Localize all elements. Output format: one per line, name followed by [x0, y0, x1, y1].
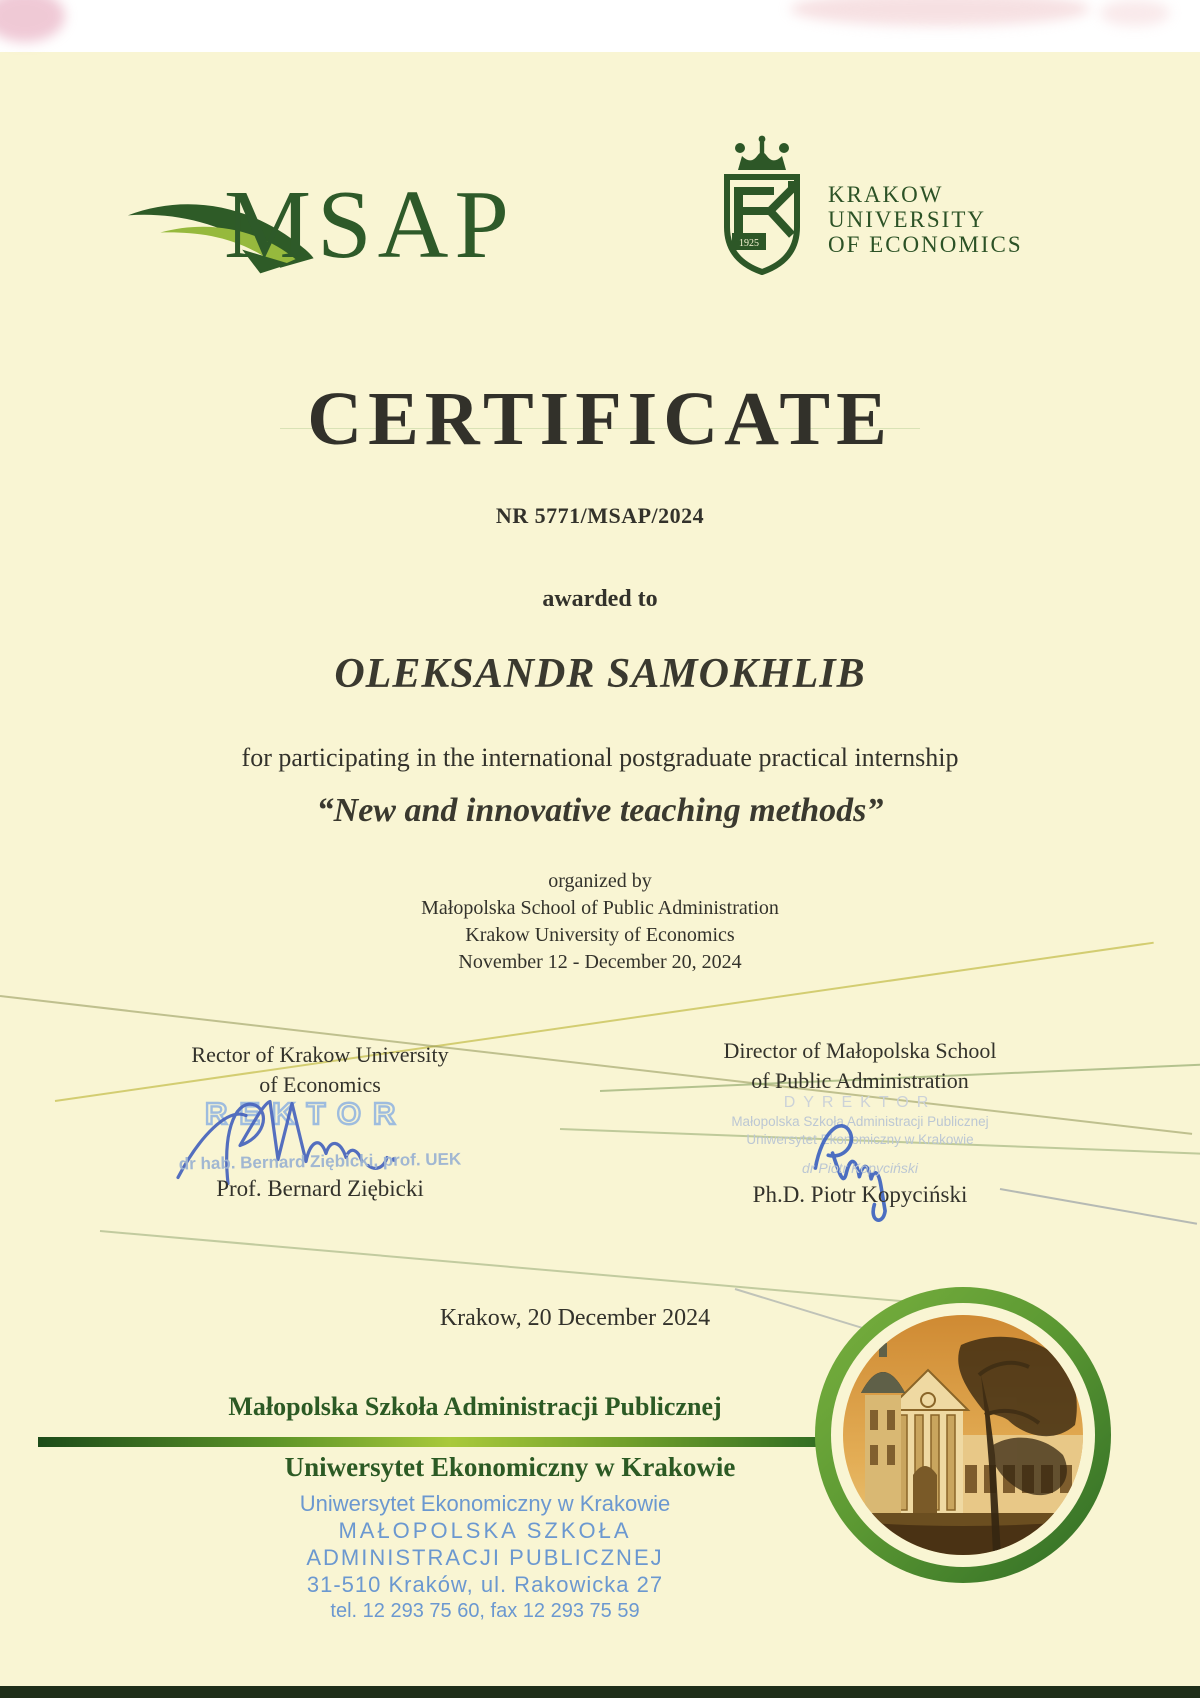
dyrektor-stamp-line2: Uniwersytet Ekonomiczny w Krakowie: [746, 1132, 974, 1147]
kue-wordmark: [828, 182, 1023, 257]
address-stamp-line: Uniwersytet Ekonomiczny w Krakowie: [299, 1491, 671, 1516]
campus-photo-ring: [815, 1287, 1111, 1583]
scan-artifact: [1100, 0, 1170, 26]
address-stamp-line: tel. 12 293 75 60, fax 12 293 75 59: [330, 1600, 640, 1622]
dyrektor-stamp-line1: Małopolska Szkoła Administracji Publicznej: [731, 1114, 989, 1129]
kue-crest-icon: [712, 133, 812, 275]
director-role: [630, 1036, 1090, 1096]
course-title: “New and innovative teaching methods”: [316, 792, 884, 829]
certificate-title: CERTIFICATE: [307, 377, 893, 461]
campus-photo: [843, 1315, 1083, 1555]
rector-printed-name: Prof. Bernard Ziębicki: [216, 1176, 424, 1201]
address-stamp: [0, 1490, 970, 1625]
recipient-name: OLEKSANDR SAMOKHLIB: [334, 651, 866, 697]
director-role-line1: Director of Małopolska School: [723, 1038, 997, 1063]
kue-wordmark-line: KRAKOW: [828, 182, 944, 207]
campus-photo-gap: [831, 1303, 1095, 1567]
organized-by-label: organized by: [548, 870, 652, 892]
footer-school-name: Małopolska Szkoła Administracji Publicznej: [228, 1392, 722, 1421]
kue-crest-year: 1925: [739, 238, 759, 249]
organizer-school: Małopolska School of Public Administration: [421, 897, 779, 919]
address-stamp-line: ADMINISTRACJI PUBLICZNEJ: [306, 1545, 664, 1570]
rector-stamp-name: dr hab. Bernard Ziębicki, prof. UEK: [178, 1149, 462, 1174]
address-stamp-line: 31-510 Kraków, ul. Rakowicka 27: [306, 1572, 664, 1597]
internship-dates: November 12 - December 20, 2024: [458, 951, 742, 973]
rector-role-line1: Rector of Krakow University: [191, 1042, 449, 1067]
director-printed-name: Ph.D. Piotr Kopyciński: [752, 1182, 968, 1207]
decorative-line: [100, 1230, 997, 1310]
msap-logo-text: MSAP: [224, 171, 515, 279]
certificate-number: NR 5771/MSAP/2024: [495, 503, 705, 528]
organizer-university: Krakow University of Economics: [465, 924, 735, 946]
kue-wordmark-line: UNIVERSITY: [828, 207, 986, 232]
director-stamp-name: dr Piotr Kopyciński: [802, 1160, 918, 1176]
participation-line: for participating in the international postgraduate practical internship: [241, 743, 959, 772]
address-stamp-line: MAŁOPOLSKA SZKOŁA: [338, 1518, 632, 1543]
kue-wordmark-line: OF ECONOMICS: [828, 232, 1023, 257]
dyrektor-stamp-title: DYREKTOR: [783, 1094, 937, 1111]
place-date: Krakow, 20 December 2024: [439, 1305, 711, 1331]
rector-role-line2: of Economics: [259, 1072, 381, 1097]
footer-university-name: Uniwersytet Ekonomiczny w Krakowie: [284, 1452, 736, 1482]
scan-bottom-strip: [0, 1686, 1200, 1698]
rektor-stamp: REKTOR: [205, 1096, 408, 1131]
awarded-to-label: awarded to: [542, 586, 658, 612]
director-role-line2: of Public Administration: [751, 1068, 969, 1093]
footer-divider-bar: [38, 1437, 830, 1447]
